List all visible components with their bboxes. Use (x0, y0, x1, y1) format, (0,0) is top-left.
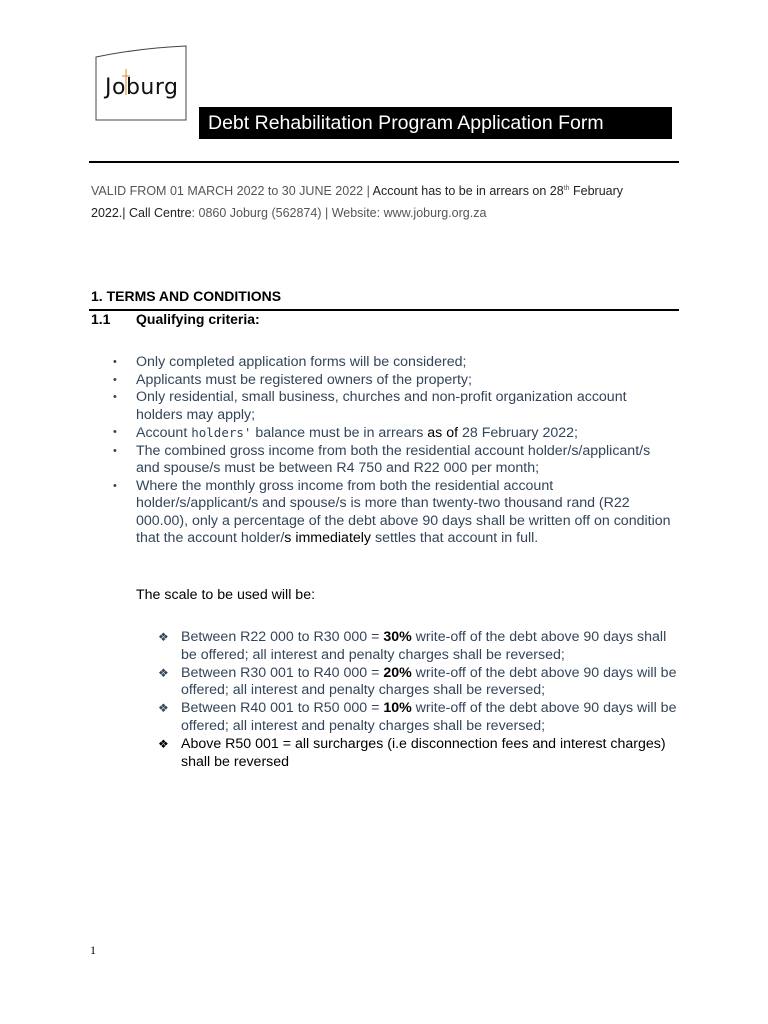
contact-details: : 0860 Joburg (562874) | Website: www.joburg.org.za (191, 206, 487, 220)
arrears-sup: th (563, 185, 570, 192)
valid-period: VALID FROM 01 MARCH 2022 to 30 JUNE 2022 | (91, 184, 373, 199)
page-number: 1 (90, 943, 96, 957)
validity-line-1 (91, 181, 681, 199)
section-heading: 1. TERMS AND CONDITIONS (91, 288, 282, 304)
scale-text: write-off of the debt above 90 days will be offered; all interest and penalty charges shall be reversed; (181, 664, 677, 699)
criteria-text: Only residential, small business, churches and non-profit organization account holders may apply; (136, 389, 627, 423)
list-item (111, 478, 671, 548)
scale-percent: 30% (383, 629, 412, 645)
diamond-bullet-icon: ❖ (158, 701, 169, 716)
criteria-text: balance must be in arrears (251, 425, 428, 441)
arrears-month: February (569, 184, 624, 199)
scale-percent: 10% (383, 700, 412, 717)
criteria-text: Applicants must be registered owners of the property; (136, 371, 472, 388)
scale-text: Between R22 000 to R30 000 = (181, 629, 384, 645)
criteria-text: Account (136, 425, 192, 441)
scale-text: Above R50 001 = all surcharges (i.e disconnection fees and interest charges) shall be reversed (181, 735, 666, 770)
list-item (111, 372, 671, 390)
criteria-text: Where the monthly gross income from both the residential account holder/s/applicant/s and spouse/s is more than twenty-two thousand rand (R22 000.00), only a percentage of the debt above 90 days shall be written off on condition that the account holder/ (136, 477, 671, 546)
scale-list (158, 629, 678, 771)
joburg-logo (95, 45, 187, 121)
criteria-text: holders' (191, 425, 252, 440)
scale-percent: 20% (383, 664, 412, 681)
header-divider (89, 161, 679, 163)
arrears-note: Account has to be in arrears on 28 (372, 184, 564, 199)
criteria-text: 28 February 2022; (458, 425, 578, 441)
list-item (111, 443, 671, 478)
list-item (158, 665, 678, 701)
scale-text: Between R40 001 to R50 000 = (181, 700, 384, 717)
list-item (158, 700, 678, 736)
arrears-year: 2022.| (91, 206, 130, 220)
scale-text: write-off of the debt above 90 days will be offered; all interest and penalty charges shall be reversed; (181, 700, 677, 734)
subsection-number: 1.1 (91, 311, 111, 327)
call-centre-label: Call Centre (129, 206, 192, 220)
criteria-text: Only completed application forms will be considered; (136, 354, 467, 370)
form-title: Debt Rehabilitation Program Application Form (199, 107, 672, 139)
criteria-text: The combined gross income from both the residential account holder/s/applicant/s and spouse/s must be between R4 750 and R22 000 per month; (136, 442, 651, 476)
logo-wordmark: Joburg (105, 75, 179, 100)
diamond-bullet-icon: ❖ (158, 736, 169, 751)
subsection-title: Qualifying criteria: (136, 311, 260, 327)
criteria-list (111, 354, 671, 548)
scale-text: write-off of the debt above 90 days shall be offered; all interest and penalty charges shall be reversed; (181, 629, 667, 663)
diamond-bullet-icon: ❖ (158, 630, 169, 644)
list-item (111, 424, 671, 443)
list-item (111, 389, 671, 424)
diamond-bullet-icon: ❖ (158, 665, 169, 680)
list-item (158, 736, 678, 772)
list-item (111, 354, 671, 372)
criteria-text: s immediately (284, 530, 372, 546)
list-item (158, 629, 678, 665)
validity-line-2 (91, 205, 681, 221)
criteria-text: as of (427, 425, 459, 441)
scale-intro: The scale to be used will be: (136, 587, 316, 603)
criteria-text: settles that account in full. (371, 530, 539, 546)
scale-text: Between R30 001 to R40 000 = (181, 664, 384, 681)
